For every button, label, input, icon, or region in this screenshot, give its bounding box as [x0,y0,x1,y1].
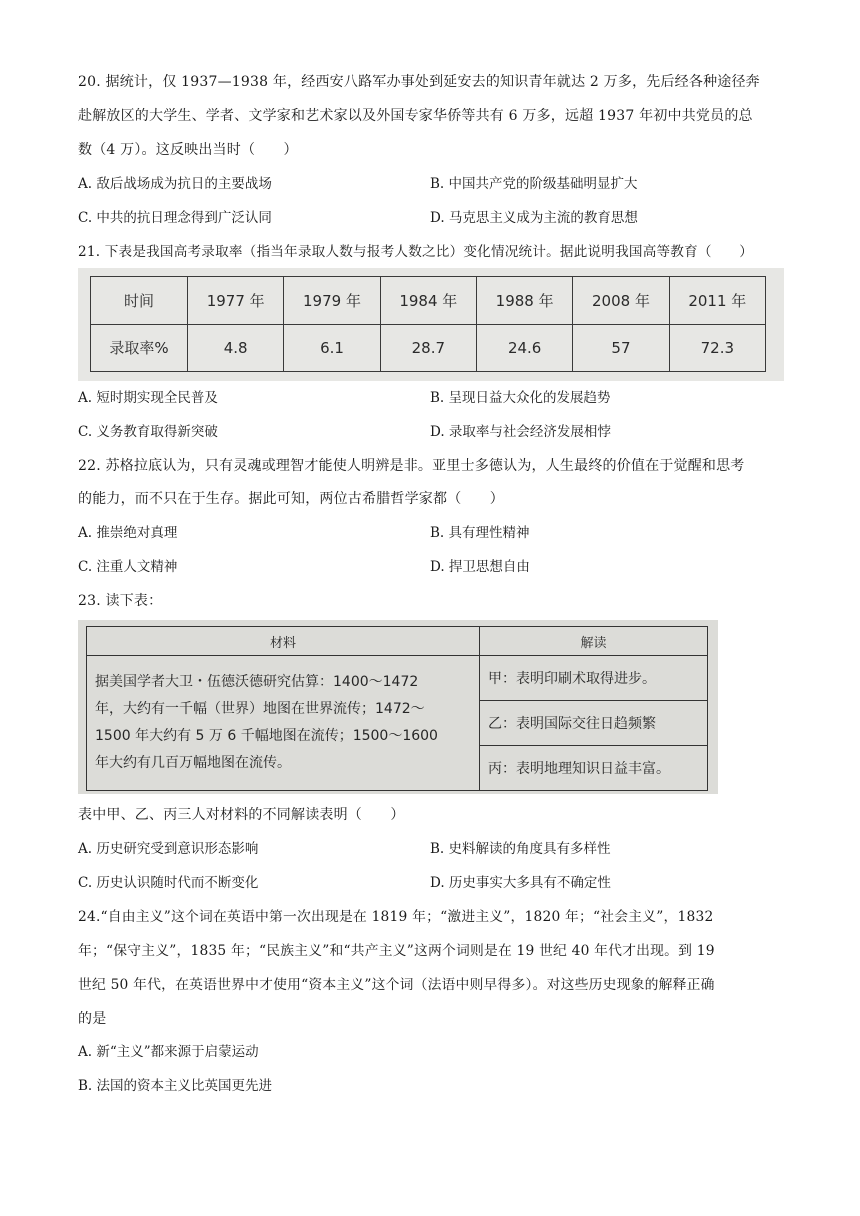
table-header-row [87,627,708,656]
material-line: 1500 年大约有 5 万 6 千幅地图在流传；1500～1600 [95,728,438,744]
table-cell-year: 1984 年 [380,277,476,325]
q21-admission-table-image [78,268,784,381]
q23-option-d: D. 历史事实大多具有不确定性 [430,875,611,891]
table-cell-year: 1977 年 [188,277,284,325]
table-cell-rate: 72.3 [669,324,765,372]
table-row [87,656,708,701]
q24-stem-line-4: 的是 [78,1011,107,1027]
table-row-years [91,277,766,325]
q22-option-b: B. 具有理性精神 [430,525,530,541]
table-cell-year: 1988 年 [476,277,572,325]
q22-option-a: A. 推崇绝对真理 [78,525,178,541]
table-cell-rate: 57 [573,324,669,372]
table-cell-year: 1979 年 [284,277,380,325]
q21-admission-table [90,276,766,372]
q21-option-d: D. 录取率与社会经济发展相悖 [430,424,611,440]
q22-option-d: D. 捍卫思想自由 [430,559,530,575]
material-line: 年大约有几百万幅地图在流传。 [95,755,291,771]
q22-option-c: C. 注重人文精神 [78,559,178,575]
q24-stem-line-2: 年；“保守主义”，1835 年；“民族主义”和“共产主义”这两个词则是在 19 世纪 40 年代才出现。到 19 [78,943,715,959]
interpretation-yi: 乙：表明国际交往日趋频繁 [480,701,708,746]
table-cell-rate: 4.8 [188,324,284,372]
q24-option-a: A. 新“主义”都来源于启蒙运动 [78,1044,259,1060]
table-cell-year: 2008 年 [573,277,669,325]
material-cell [87,656,480,791]
table-row-rates [91,324,766,372]
q21-option-b: B. 呈现日益大众化的发展趋势 [430,390,611,406]
interpretation-jia: 甲：表明印刷术取得进步。 [480,656,708,701]
q21-option-c: C. 义务教育取得新突破 [78,424,218,440]
q22-stem-line-2: 的能力，而不只在于生存。据此可知，两位古希腊哲学家都（ ） [78,491,504,507]
q24-option-b: B. 法国的资本主义比英国更先进 [78,1078,273,1094]
q20-option-c: C. 中共的抗日理念得到广泛认同 [78,210,272,226]
q20-stem-line-1: 20. 据统计，仅 1937—1938 年，经西安八路军办事处到延安去的知识青年就达 2 万多，先后经各种途径奔 [78,74,760,90]
q24-stem-line-1: 24.“自由主义”这个词在英语中第一次出现是在 1819 年；“激进主义”，1820 年；“社会主义”，1832 [78,909,714,925]
q20-stem-line-2: 赴解放区的大学生、学者、文学家和艺术家以及外国专家华侨等共有 6 万多，远超 1937 年初中共党员的总 [78,108,753,124]
q23-question: 表中甲、乙、丙三人对材料的不同解读表明（ ） [78,807,405,823]
q23-option-b: B. 史料解读的角度具有多样性 [430,841,611,857]
table-cell-rate: 6.1 [284,324,380,372]
q23-material-table [86,626,708,791]
q20-option-a: A. 敌后战场成为抗日的主要战场 [78,176,272,192]
q20-stem-line-3: 数（4 万）。这反映出当时（ ） [78,142,298,158]
q23-option-c: C. 历史认识随时代而不断变化 [78,875,259,891]
q24-stem-line-3: 世纪 50 年代，在英语世界中才使用“资本主义”这个词（法语中则早得多）。对这些历史现象的解释正确 [78,977,715,993]
q20-option-b: B. 中国共产党的阶级基础明显扩大 [430,176,638,192]
table-header-time: 时间 [91,277,188,325]
q21-option-a: A. 短时期实现全民普及 [78,390,218,406]
q21-stem-line-1: 21. 下表是我国高考录取率（指当年录取人数与报考人数之比）变化情况统计。据此说明我国高等教育（ ） [78,244,754,260]
material-line: 据美国学者大卫・伍德沃德研究估算：1400～1472 [95,674,419,690]
q23-material-table-image [78,620,718,794]
table-cell-year: 2011 年 [669,277,765,325]
material-line: 年，大约有一千幅（世界）地图在世界流传；1472～ [95,701,425,717]
table-header-interpretation: 解读 [480,627,708,656]
q23-intro: 23. 读下表： [78,593,163,609]
interpretation-bing: 丙：表明地理知识日益丰富。 [480,746,708,791]
table-cell-rate: 24.6 [476,324,572,372]
table-header-material: 材料 [87,627,480,656]
table-header-rate: 录取率% [91,324,188,372]
q23-option-a: A. 历史研究受到意识形态影响 [78,841,259,857]
q22-stem-line-1: 22. 苏格拉底认为，只有灵魂或理智才能使人明辨是非。亚里士多德认为，人生最终的价值在于觉醒和思考 [78,458,745,474]
table-cell-rate: 28.7 [380,324,476,372]
q20-option-d: D. 马克思主义成为主流的教育思想 [430,210,638,226]
